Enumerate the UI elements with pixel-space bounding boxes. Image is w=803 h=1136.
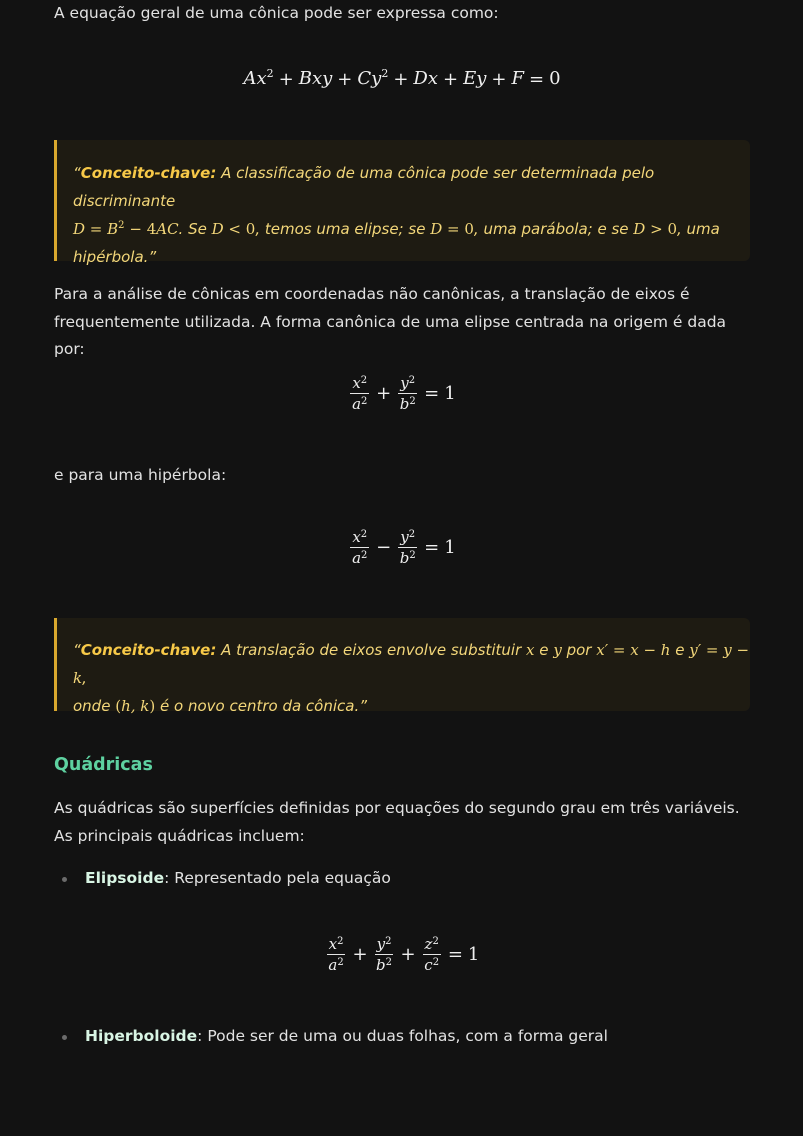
hyperbola-intro: e para uma hipérbola:: [54, 466, 227, 484]
term: Elipsoide: [85, 869, 165, 887]
ellipse-equation: $\frac{x^2}{a^2}$ + $\frac{y^2}{b^2}$ = 1: [352, 374, 456, 413]
quote-label: Conceito-chave:: [80, 641, 217, 659]
general-conic-equation: $Ax^2$ + Bxy + $Cy^2 + Dx + Ey + F = 0$: [243, 67, 561, 90]
intro-paragraph: A equação geral de uma cônica pode ser expressa como:: [54, 4, 499, 22]
key-concept-translation: “Conceito-chave: A translação de eixos envolve substituir x e y por x′ = x − h e y′ = y − k, onde (h, k) é o novo centro da cônica.”: [54, 618, 750, 711]
hyperbola-equation: $\frac{x^2}{a^2}$ − $\frac{y^2}{b^2}$ = 1: [352, 528, 456, 567]
bullet-dot: [62, 1035, 67, 1040]
list-item-ellipsoid: Elipsoide: Representado pela equação: [54, 865, 750, 892]
section-title: Quádricas: [54, 755, 153, 775]
quote-label: Conceito-chave:: [80, 164, 217, 182]
ellipsoid-equation: $\frac{x^2}{a^2}$ + $\frac{y^2}{b^2}$ + $\frac{z^2}{c^2}$ = 1: [328, 935, 480, 974]
list-item-hyperboloid: Hiperboloide: Pode ser de uma ou duas folhas, com a forma geral: [54, 1023, 750, 1050]
bullet-dot: [62, 877, 67, 882]
translation-paragraph: Para a análise de cônicas em coordenadas não canônicas, a translação de eixos é frequentemente utilizada. A forma canônica de uma elipse centrada na origem é dada por:: [54, 285, 727, 358]
term: Hiperboloide: [85, 1027, 198, 1045]
quadrics-paragraph: As quádricas são superfícies definidas por equações do segundo grau em três variáveis. As principais quádricas incluem:: [54, 799, 740, 845]
key-concept-discriminant: “Conceito-chave: A classificação de uma cônica pode ser determinada pelo discriminante $D = B^2 - 4AC$. Se D < 0, temos uma elipse; se D = 0, uma parábola; e se D > 0, uma hipérbola.”: [54, 140, 750, 261]
